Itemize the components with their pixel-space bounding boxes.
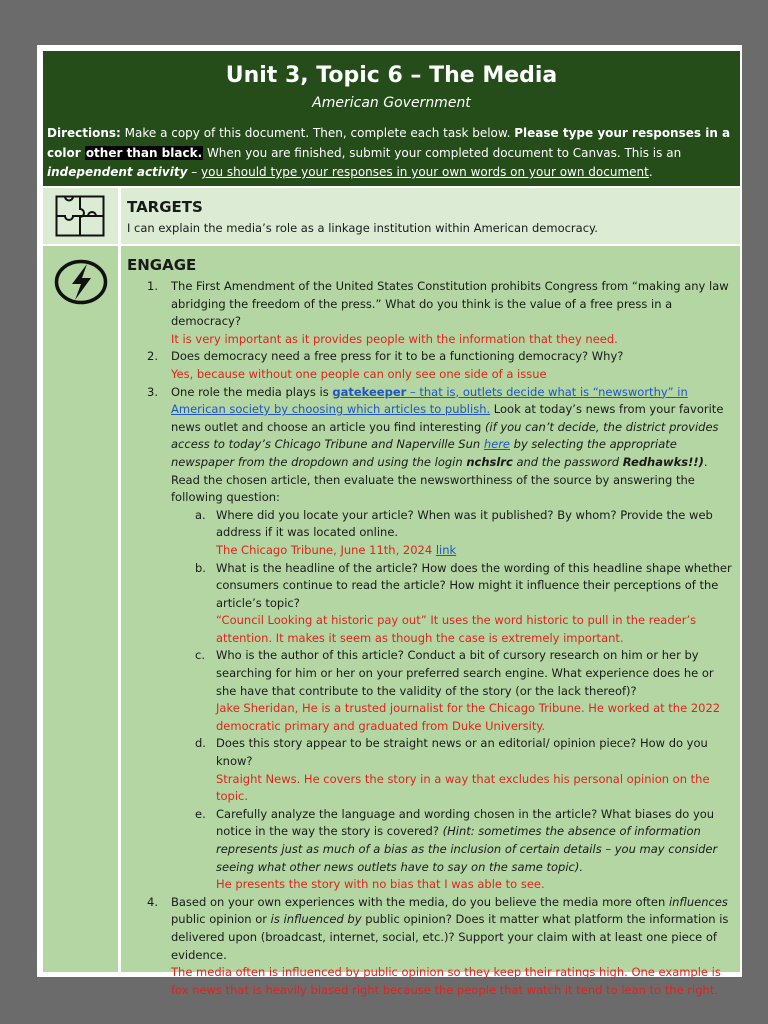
answer-text[interactable]: Jake Sheridan, He is a trusted journalist for the Chicago Tribune. He worked at the 2022 democratic primary and graduated from Duke University. xyxy=(216,701,721,733)
answer-text[interactable]: Straight News. He covers the story in a way that excludes his personal opinion on the topic. xyxy=(216,771,710,804)
page-title: Unit 3, Topic 6 – The Media xyxy=(225,63,558,88)
gatekeeper-link[interactable]: gatekeeper xyxy=(332,384,407,399)
question-text: Does democracy need a free press for it to be a functioning democracy? Why? xyxy=(171,349,624,364)
here-link[interactable]: here xyxy=(483,437,511,452)
lightning-icon xyxy=(54,259,108,305)
text-part: public opinion? Does it matter what platform the information is delivered upon (broadcast, internet, social, etc.)? Support your claim with at least one piece of evidence. xyxy=(171,912,729,962)
directions-part: – xyxy=(187,165,202,179)
subquestion-e xyxy=(121,806,732,894)
answer-text[interactable]: He presents the story with no bias that I was able to see. xyxy=(216,877,545,892)
header-banner xyxy=(43,51,740,186)
question-text: The First Amendment of the United States Constitution prohibits Congress from “making any law abridging the freedom of the press.” What do you think is the value of a free press in a democracy? xyxy=(171,279,729,329)
subquestion-a xyxy=(121,507,732,560)
subquestion-letter: d. xyxy=(195,736,206,751)
subquestion-text: What is the headline of the article? How does the wording of this headline shape whether consumers continue to read the article? How might it influence their perceptions of the article’s topic? xyxy=(216,560,732,610)
question-text xyxy=(171,384,732,507)
engage-text-cell xyxy=(121,246,740,997)
targets-text-cell xyxy=(121,188,740,244)
answer-text[interactable]: The media often is influenced by public opinion so they keep their ratings high. One example is fox news that is heavily biased right because the people that watch it tend to lean to the right. xyxy=(171,965,721,997)
question-3 xyxy=(121,384,732,894)
directions-bold: Please type your responses in a color xyxy=(47,126,731,160)
directions-part: . xyxy=(648,165,653,179)
directions-part: Make a copy of this document. Then, complete each task below. xyxy=(120,126,515,140)
directions-italic: independent activity xyxy=(47,165,188,179)
subquestion-text: Where did you locate your article? When was it published? By whom? Provide the web address if it was located online. xyxy=(216,507,713,540)
targets-row xyxy=(43,188,740,244)
subquestion-letter: c. xyxy=(195,648,205,663)
question-number: 1. xyxy=(147,279,158,293)
answer-text[interactable] xyxy=(216,542,732,560)
text-part: Based on your own experiences with the media, do you believe the media more often xyxy=(171,894,669,909)
puzzle-icon xyxy=(55,195,105,237)
directions-part: When you are finished, submit your completed document to Canvas. This is an xyxy=(203,145,682,160)
engage-icon-cell xyxy=(43,246,118,972)
targets-icon-cell xyxy=(43,188,118,244)
engage-heading: ENGAGE xyxy=(127,256,197,274)
document-page xyxy=(37,45,742,997)
directions-underlined: you should type your responses in your own words on your own document xyxy=(201,165,649,179)
text-part: public opinion or xyxy=(171,912,271,927)
question-4 xyxy=(121,894,732,1000)
answer-part: The Chicago Tribune, June 11th, 2024 xyxy=(216,542,436,557)
italic-part: and the password xyxy=(512,454,623,469)
answer-text[interactable]: It is very important as it provides people with the information that they need. xyxy=(171,331,618,346)
targets-heading: TARGETS xyxy=(127,198,203,216)
subquestion-text: Does this story appear to be straight news or an editorial/ opinion piece? How do you know? xyxy=(216,736,708,769)
directions-text xyxy=(47,124,732,183)
subquestion-d xyxy=(121,735,732,805)
question-1 xyxy=(121,278,732,348)
question-number: 2. xyxy=(147,349,158,364)
question-number: 3. xyxy=(147,384,158,399)
answer-text[interactable]: Yes, because without one people can only see one side of a issue xyxy=(171,366,547,381)
text-part: . Read the chosen article, then evaluate the newsworthiness of the source by answering the following question: xyxy=(171,454,708,505)
subquestion-text: Who is the author of this article? Conduct a bit of cursory research on him or her by searching for him or her on your preferred search engine. What experience does he or she have that contribute to the validity of the story (or the lack thereof)? xyxy=(216,648,714,698)
engage-questions xyxy=(121,278,732,999)
answer-text[interactable]: “Council Looking at historic pay out” It uses the word historic to pull in the reader’s attention. It makes it seem as though the case is extremely important. xyxy=(216,613,697,645)
page-subtitle: American Government xyxy=(312,95,471,111)
subquestion-c xyxy=(121,647,732,735)
question-text xyxy=(171,894,732,964)
italic-part: influences xyxy=(668,894,728,909)
subquestion-letter: e. xyxy=(195,806,206,821)
subquestion-letter: b. xyxy=(195,560,206,575)
targets-statement: I can explain the media’s role as a linkage institution within American democracy. xyxy=(127,221,598,235)
question-2 xyxy=(121,348,732,383)
subquestion-b xyxy=(121,560,732,648)
subquestion-text xyxy=(216,806,732,876)
text-part: Carefully analyze the language and wording chosen in the article? What biases do you notice in the way the story is covered? xyxy=(216,806,715,839)
italic-part: is influenced by xyxy=(270,912,362,927)
text-part: One role the media plays is xyxy=(171,384,333,399)
article-link[interactable]: link xyxy=(435,542,457,557)
directions-label: Directions: xyxy=(47,126,121,140)
password-text: Redhawks!!) xyxy=(622,454,704,469)
gatekeeper-definition-link[interactable]: – that is, outlets decide what is “newsworthy” in American society by choosing which articles to publish. xyxy=(171,384,688,417)
login-text: nchslrc xyxy=(466,454,513,469)
engage-row xyxy=(43,246,740,997)
directions-highlight: other than black. xyxy=(85,145,203,160)
question-number: 4. xyxy=(147,894,158,909)
italic-part: (if you can’t decide, the district provides access to today’s Chicago Tribune and Naperville Sun xyxy=(171,419,719,452)
italic-part: by selecting the appropriate newspaper from the dropdown and using the login xyxy=(171,437,677,469)
subquestion-letter: a. xyxy=(195,507,206,522)
text-part: Look at today’s news from your favorite news outlet and choose an article you find interesting xyxy=(171,402,724,434)
hint-text: (Hint: sometimes the absence of information represents just as much of a bias as the inclusion of certain details – you may consider seeing what other news outlets have to say on the same topic). xyxy=(216,824,718,874)
